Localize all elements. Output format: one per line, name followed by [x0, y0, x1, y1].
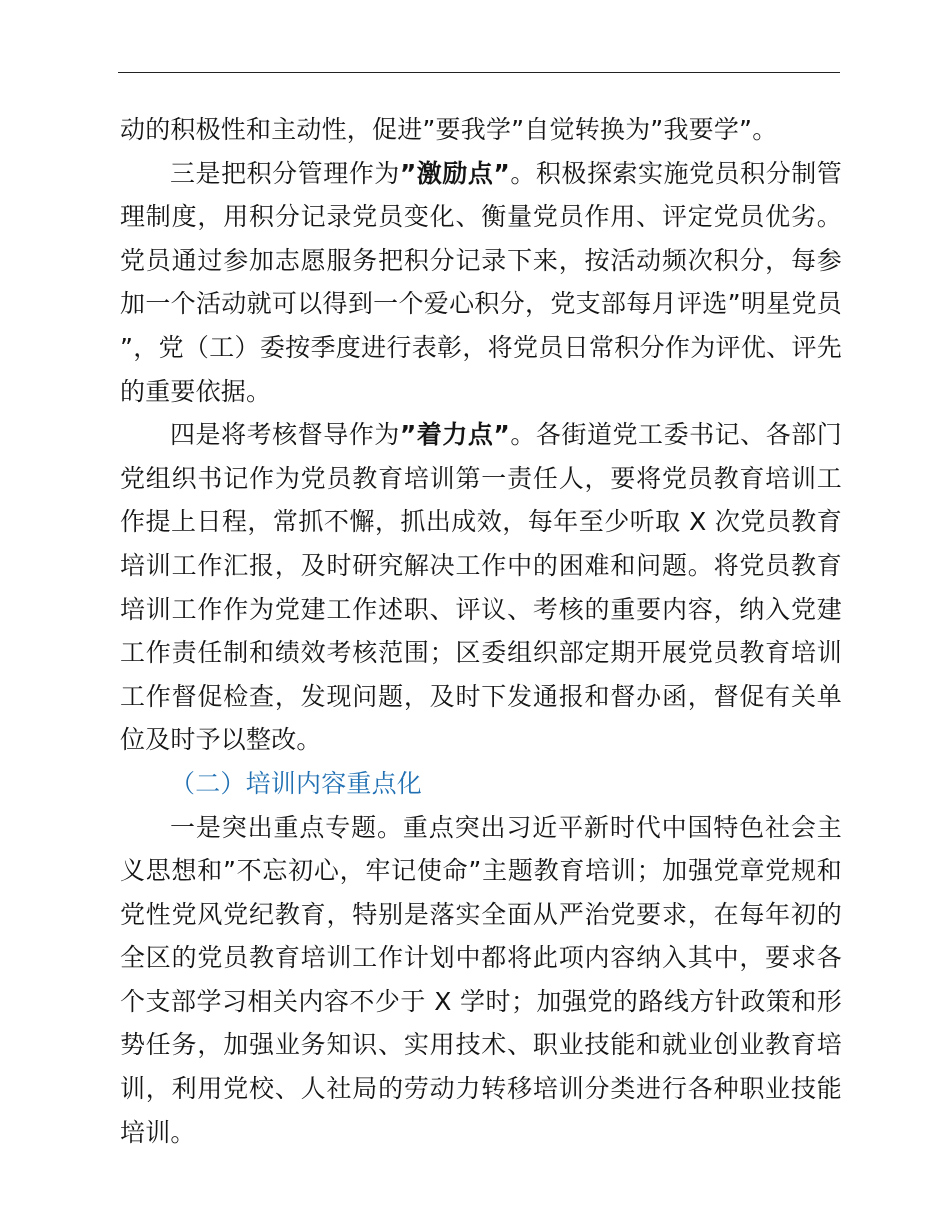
paragraph-rest: 。积极探索实施党员积分制管理制度，用积分记录党员变化、衡量党员作用、评定党员优劣。党员通过参加志愿服务把积分记录下来，按活动频次积分，每参加一个活动就可以得到一个爱心积分，党支部每月评选”明星党员”，党（工）委按季度进行表彰，将党员日常积分作为评优、评先的重要依据。 — [120, 158, 842, 406]
paragraph-points-management — [120, 152, 842, 414]
header-rule — [118, 72, 840, 73]
paragraph-text: 动的积极性和主动性，促进”要我学”自觉转换为”我要学”。 — [120, 115, 778, 144]
paragraph-continuation — [120, 108, 842, 152]
paragraph-lead: 三是把积分管理作为 — [170, 158, 400, 188]
paragraph-lead: 四是将考核督导作为 — [170, 420, 400, 450]
paragraph-text: 一是突出重点专题。重点突出习近平新时代中国特色社会主义思想和”不忘初心，牢记使命”主题教育培训；加强党章党规和党性党风党纪教育，特别是落实全面从严治党要求，在每年初的全区的党员教育培训工作计划中都将此项内容纳入其中，要求各个支部学习相关内容不少于 X 学时；加强党的路线方针政策和形势任务，加强业务知识、实用技术、职业技能和就业创业教育培训，利用党校、人社局的劳动力转移培训分类进行各种职业技能培训。 — [120, 812, 842, 1147]
emphasis-focus-point: ”着力点” — [399, 420, 511, 450]
paragraph-key-topics — [120, 806, 842, 1155]
paragraph-rest: 。各街道党工委书记、各部门党组织书记作为党员教育培训第一责任人，要将党员教育培训工作提上日程，常抓不懈，抓出成效，每年至少听取 X 次党员教育培训工作汇报，及时研究解决工作中的困难和问题。将党员教育培训工作作为党建工作述职、评议、考核的重要内容，纳入党建工作责任制和绩效考核范围；区委组织部定期开展党员教育培训工作督促检查，发现问题，及时下发通报和督办函，督促有关单位及时予以整改。 — [120, 420, 842, 755]
emphasis-incentive-point: ”激励点” — [399, 158, 511, 188]
section-heading: （二）培训内容重点化 — [170, 768, 423, 798]
document-body — [120, 108, 842, 1154]
paragraph-assessment-supervision — [120, 413, 842, 762]
